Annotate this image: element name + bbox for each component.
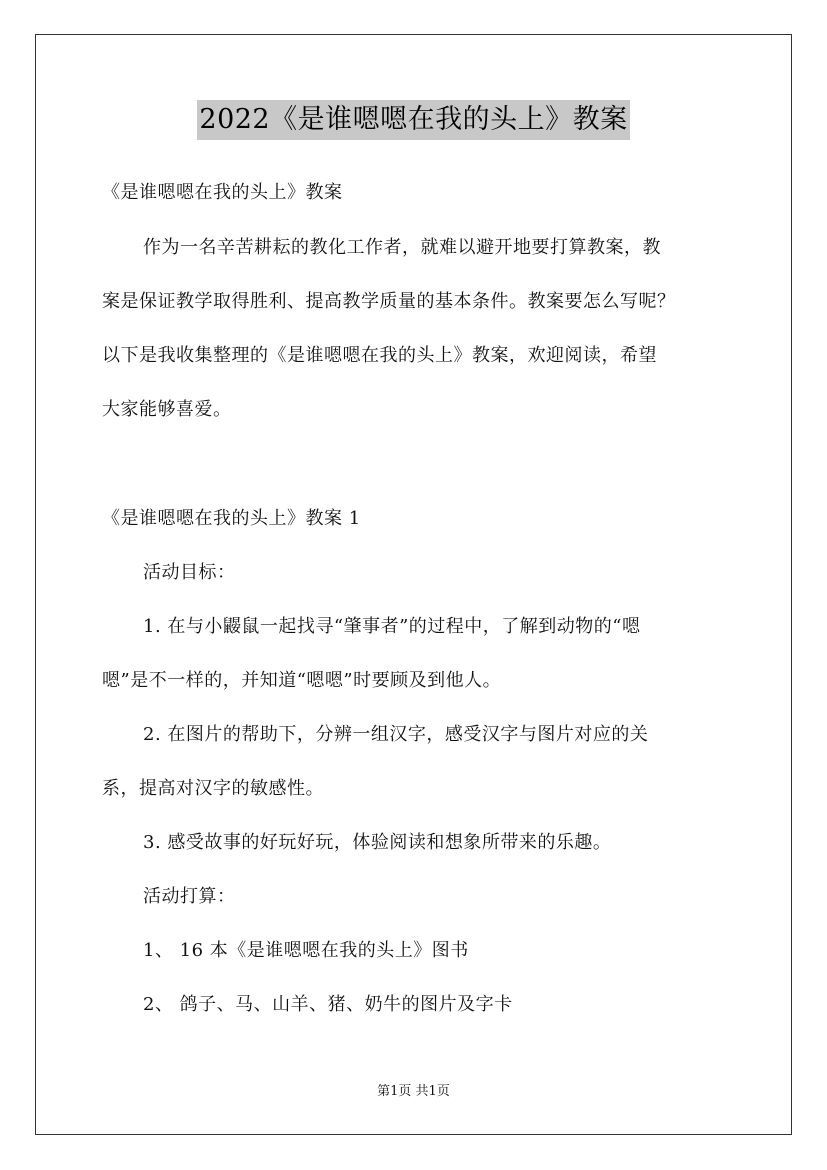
page-footer: 第1页 共1页: [377, 1084, 450, 1099]
preparation-heading: 活动打算：: [143, 886, 236, 907]
objectives-heading: 活动目标：: [143, 562, 236, 583]
section-heading: 《是谁嗯嗯在我的头上》教案 1: [102, 508, 361, 529]
subtitle-line: 《是谁嗯嗯在我的头上》教案: [102, 182, 343, 203]
document-title: 2022《是谁嗯嗯在我的头上》教案: [197, 100, 629, 140]
intro-paragraph-line-2: 案是保证教学取得胜利、提高教学质量的基本条件。教案要怎么写呢？: [102, 291, 676, 312]
objective-1-line-1: 1. 在与小鼹鼠一起找寻“肇事者”的过程中，了解到动物的“嗯: [143, 616, 641, 637]
intro-paragraph-line-3: 以下是我收集整理的《是谁嗯嗯在我的头上》教案，欢迎阅读，希望: [102, 345, 657, 366]
objective-2-line-1: 2. 在图片的帮助下，分辨一组汉字，感受汉字与图片对应的关: [143, 724, 649, 745]
objective-1-line-2: 嗯”是不一样的，并知道“嗯嗯”时要顾及到他人。: [102, 670, 502, 691]
preparation-item-2: 2、 鸽子、马、山羊、猪、奶牛的图片及字卡: [143, 994, 513, 1015]
intro-paragraph-line-1: 作为一名辛苦耕耘的教化工作者，就难以避开地要打算教案，教: [143, 237, 661, 258]
objective-2-line-2: 系，提高对汉字的敏感性。: [102, 778, 324, 799]
preparation-item-1: 1、 16 本《是谁嗯嗯在我的头上》图书: [143, 940, 469, 961]
intro-paragraph-line-4: 大家能够喜爱。: [102, 399, 232, 420]
title-container: [0, 100, 827, 140]
objective-3: 3. 感受故事的好玩好玩，体验阅读和想象所带来的乐趣。: [143, 832, 612, 853]
